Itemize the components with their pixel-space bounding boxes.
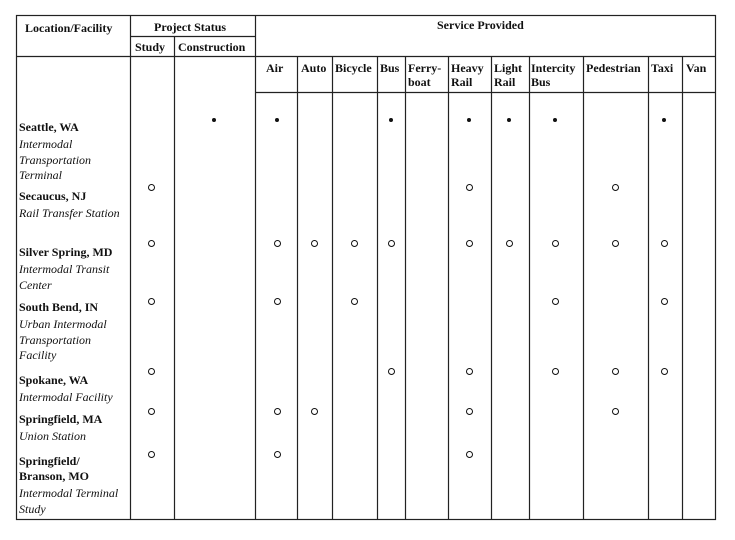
service-header-line1: Ferry- [408, 61, 442, 75]
service-mark [272, 240, 282, 250]
service-mark [504, 240, 514, 250]
row-facility: Union Station [19, 429, 87, 443]
service-header-line1: Light [494, 61, 523, 75]
service-header-line1: Heavy [451, 61, 484, 75]
row-facility: Intermodal Facility [19, 390, 113, 404]
service-mark [386, 240, 396, 250]
status-mark [146, 184, 156, 194]
service-header [651, 61, 673, 75]
service-mark [659, 298, 669, 308]
row-location: Springfield/ Branson, MO [19, 454, 90, 483]
service-mark [309, 408, 319, 418]
service-header [266, 61, 283, 75]
service-mark [349, 240, 359, 250]
service-header-line1: Auto [301, 61, 327, 75]
service-mark [349, 298, 359, 308]
row-location: Secaucus, NJ [19, 189, 87, 203]
service-header [408, 61, 441, 89]
service-header-line2: Bus [531, 75, 551, 89]
header-service-provided: Service Provided [437, 18, 524, 32]
service-mark [272, 408, 282, 418]
service-header [335, 61, 372, 75]
status-mark [146, 240, 156, 250]
header-construction: Construction [178, 40, 246, 54]
service-header [494, 61, 522, 89]
service-header-line1: Taxi [651, 61, 674, 75]
service-mark [610, 184, 620, 194]
row-location: Seattle, WA [19, 120, 79, 134]
service-header [531, 61, 575, 89]
service-mark [272, 116, 282, 126]
service-mark [464, 240, 474, 250]
service-mark [550, 368, 560, 378]
service-mark [464, 408, 474, 418]
service-header [301, 61, 326, 75]
service-mark [550, 116, 560, 126]
service-mark [550, 298, 560, 308]
service-header [451, 61, 484, 89]
status-mark [146, 451, 156, 461]
service-header-line1: Air [266, 61, 284, 75]
service-mark [464, 451, 474, 461]
service-mark [610, 240, 620, 250]
service-mark [386, 116, 396, 126]
row-facility: Intermodal Transit Center [19, 262, 110, 292]
service-mark [659, 368, 669, 378]
status-mark [146, 368, 156, 378]
service-mark [464, 184, 474, 194]
row-location: Springfield, MA [19, 412, 103, 426]
status-mark [146, 408, 156, 418]
service-mark [659, 240, 669, 250]
header-project-status: Project Status [154, 20, 227, 34]
service-mark [610, 408, 620, 418]
service-header [380, 61, 399, 75]
service-header-line2: boat [408, 75, 431, 89]
service-mark [464, 116, 474, 126]
header-study: Study [135, 40, 166, 54]
service-mark [272, 451, 282, 461]
status-mark [209, 116, 219, 126]
service-mark [550, 240, 560, 250]
service-mark [504, 116, 514, 126]
service-header-line1: Intercity [531, 61, 576, 75]
service-header [686, 61, 706, 75]
row-facility: Rail Transfer Station [19, 206, 120, 220]
service-header [586, 61, 641, 75]
service-mark [610, 368, 620, 378]
service-header-line1: Pedestrian [586, 61, 641, 75]
status-mark [146, 298, 156, 308]
header-location: Location/Facility [25, 21, 113, 35]
service-header-line1: Van [686, 61, 707, 75]
row-location: Spokane, WA [19, 373, 89, 387]
service-mark [272, 298, 282, 308]
row-location: South Bend, IN [19, 300, 99, 314]
service-mark [464, 368, 474, 378]
service-mark [309, 240, 319, 250]
row-facility: Urban Intermodal Transportation Facility [19, 317, 107, 362]
service-header-line1: Bus [380, 61, 400, 75]
service-header-line2: Rail [494, 75, 516, 89]
service-mark [386, 368, 396, 378]
service-mark [659, 116, 669, 126]
row-location: Silver Spring, MD [19, 245, 113, 259]
row-facility: Intermodal Terminal Study [19, 486, 119, 516]
service-header-line2: Rail [451, 75, 473, 89]
service-header-line1: Bicycle [335, 61, 372, 75]
row-facility: Intermodal Transportation Terminal [19, 137, 92, 182]
